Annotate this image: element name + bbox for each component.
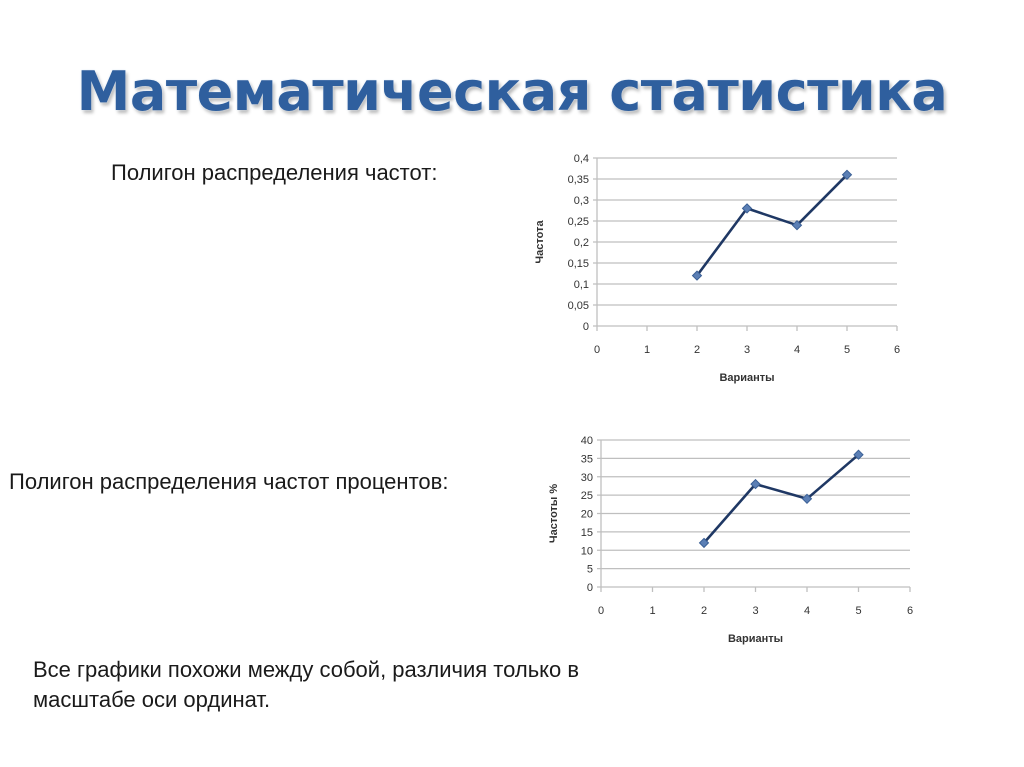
data-point-marker xyxy=(693,271,702,280)
data-point-marker xyxy=(854,450,863,459)
y-tick-label: 0,15 xyxy=(567,258,589,270)
data-point-marker xyxy=(743,204,752,213)
x-tick-label: 1 xyxy=(643,344,651,356)
x-tick-label: 0 xyxy=(597,605,605,617)
y-tick-label: 0,3 xyxy=(573,195,589,207)
y-tick-label: 40 xyxy=(580,435,593,447)
y-tick-label: 5 xyxy=(586,563,593,576)
x-tick-label: 4 xyxy=(793,344,801,356)
y-tick-label: 0,25 xyxy=(567,216,589,228)
x-tick-label: 0 xyxy=(593,344,601,356)
x-axis-label: Варианты xyxy=(719,372,775,384)
chart2-caption: Полигон распределения частот процентов: xyxy=(9,469,449,494)
data-point-marker xyxy=(751,480,760,489)
x-tick-label: 2 xyxy=(693,344,701,356)
y-tick-label: 0,35 xyxy=(567,174,589,186)
y-tick-label: 0,05 xyxy=(567,300,589,312)
x-tick-label: 1 xyxy=(649,605,656,617)
y-tick-label: 25 xyxy=(580,490,593,503)
series-line xyxy=(697,175,847,276)
x-tick-label: 6 xyxy=(906,605,914,617)
y-tick-label: 20 xyxy=(580,508,593,521)
y-tick-label: 0,2 xyxy=(573,237,589,249)
x-tick-label: 5 xyxy=(843,344,851,356)
y-axis-label: Частота xyxy=(534,220,546,264)
y-tick-label: 10 xyxy=(580,545,593,558)
series-line xyxy=(704,455,859,543)
y-tick-label: 0 xyxy=(586,582,593,594)
x-tick-label: 2 xyxy=(700,605,708,617)
x-tick-label: 5 xyxy=(855,605,862,617)
data-point-marker xyxy=(793,221,802,230)
data-point-marker xyxy=(843,170,852,179)
y-tick-label: 15 xyxy=(580,526,593,539)
y-tick-label: 0,4 xyxy=(573,153,589,165)
y-tick-label: 35 xyxy=(580,453,593,466)
x-tick-label: 4 xyxy=(803,605,811,617)
footnote-text: Все графики похожи между собой, различия только в масштабе оси ординат. xyxy=(33,657,580,712)
chart1-caption: Полигон распределения частот: xyxy=(111,160,438,185)
data-point-marker xyxy=(700,538,709,547)
y-tick-label: 0 xyxy=(582,321,589,333)
slide-title: Математическая статистика xyxy=(76,60,948,123)
y-tick-label: 0,1 xyxy=(573,279,589,291)
x-axis-label: Варианты xyxy=(727,633,784,645)
data-point-marker xyxy=(803,494,812,503)
x-tick-label: 3 xyxy=(752,605,759,617)
x-tick-label: 6 xyxy=(893,344,901,356)
x-tick-label: 3 xyxy=(743,344,751,356)
y-tick-label: 30 xyxy=(580,471,593,484)
y-axis-label: Частоты % xyxy=(548,483,560,544)
